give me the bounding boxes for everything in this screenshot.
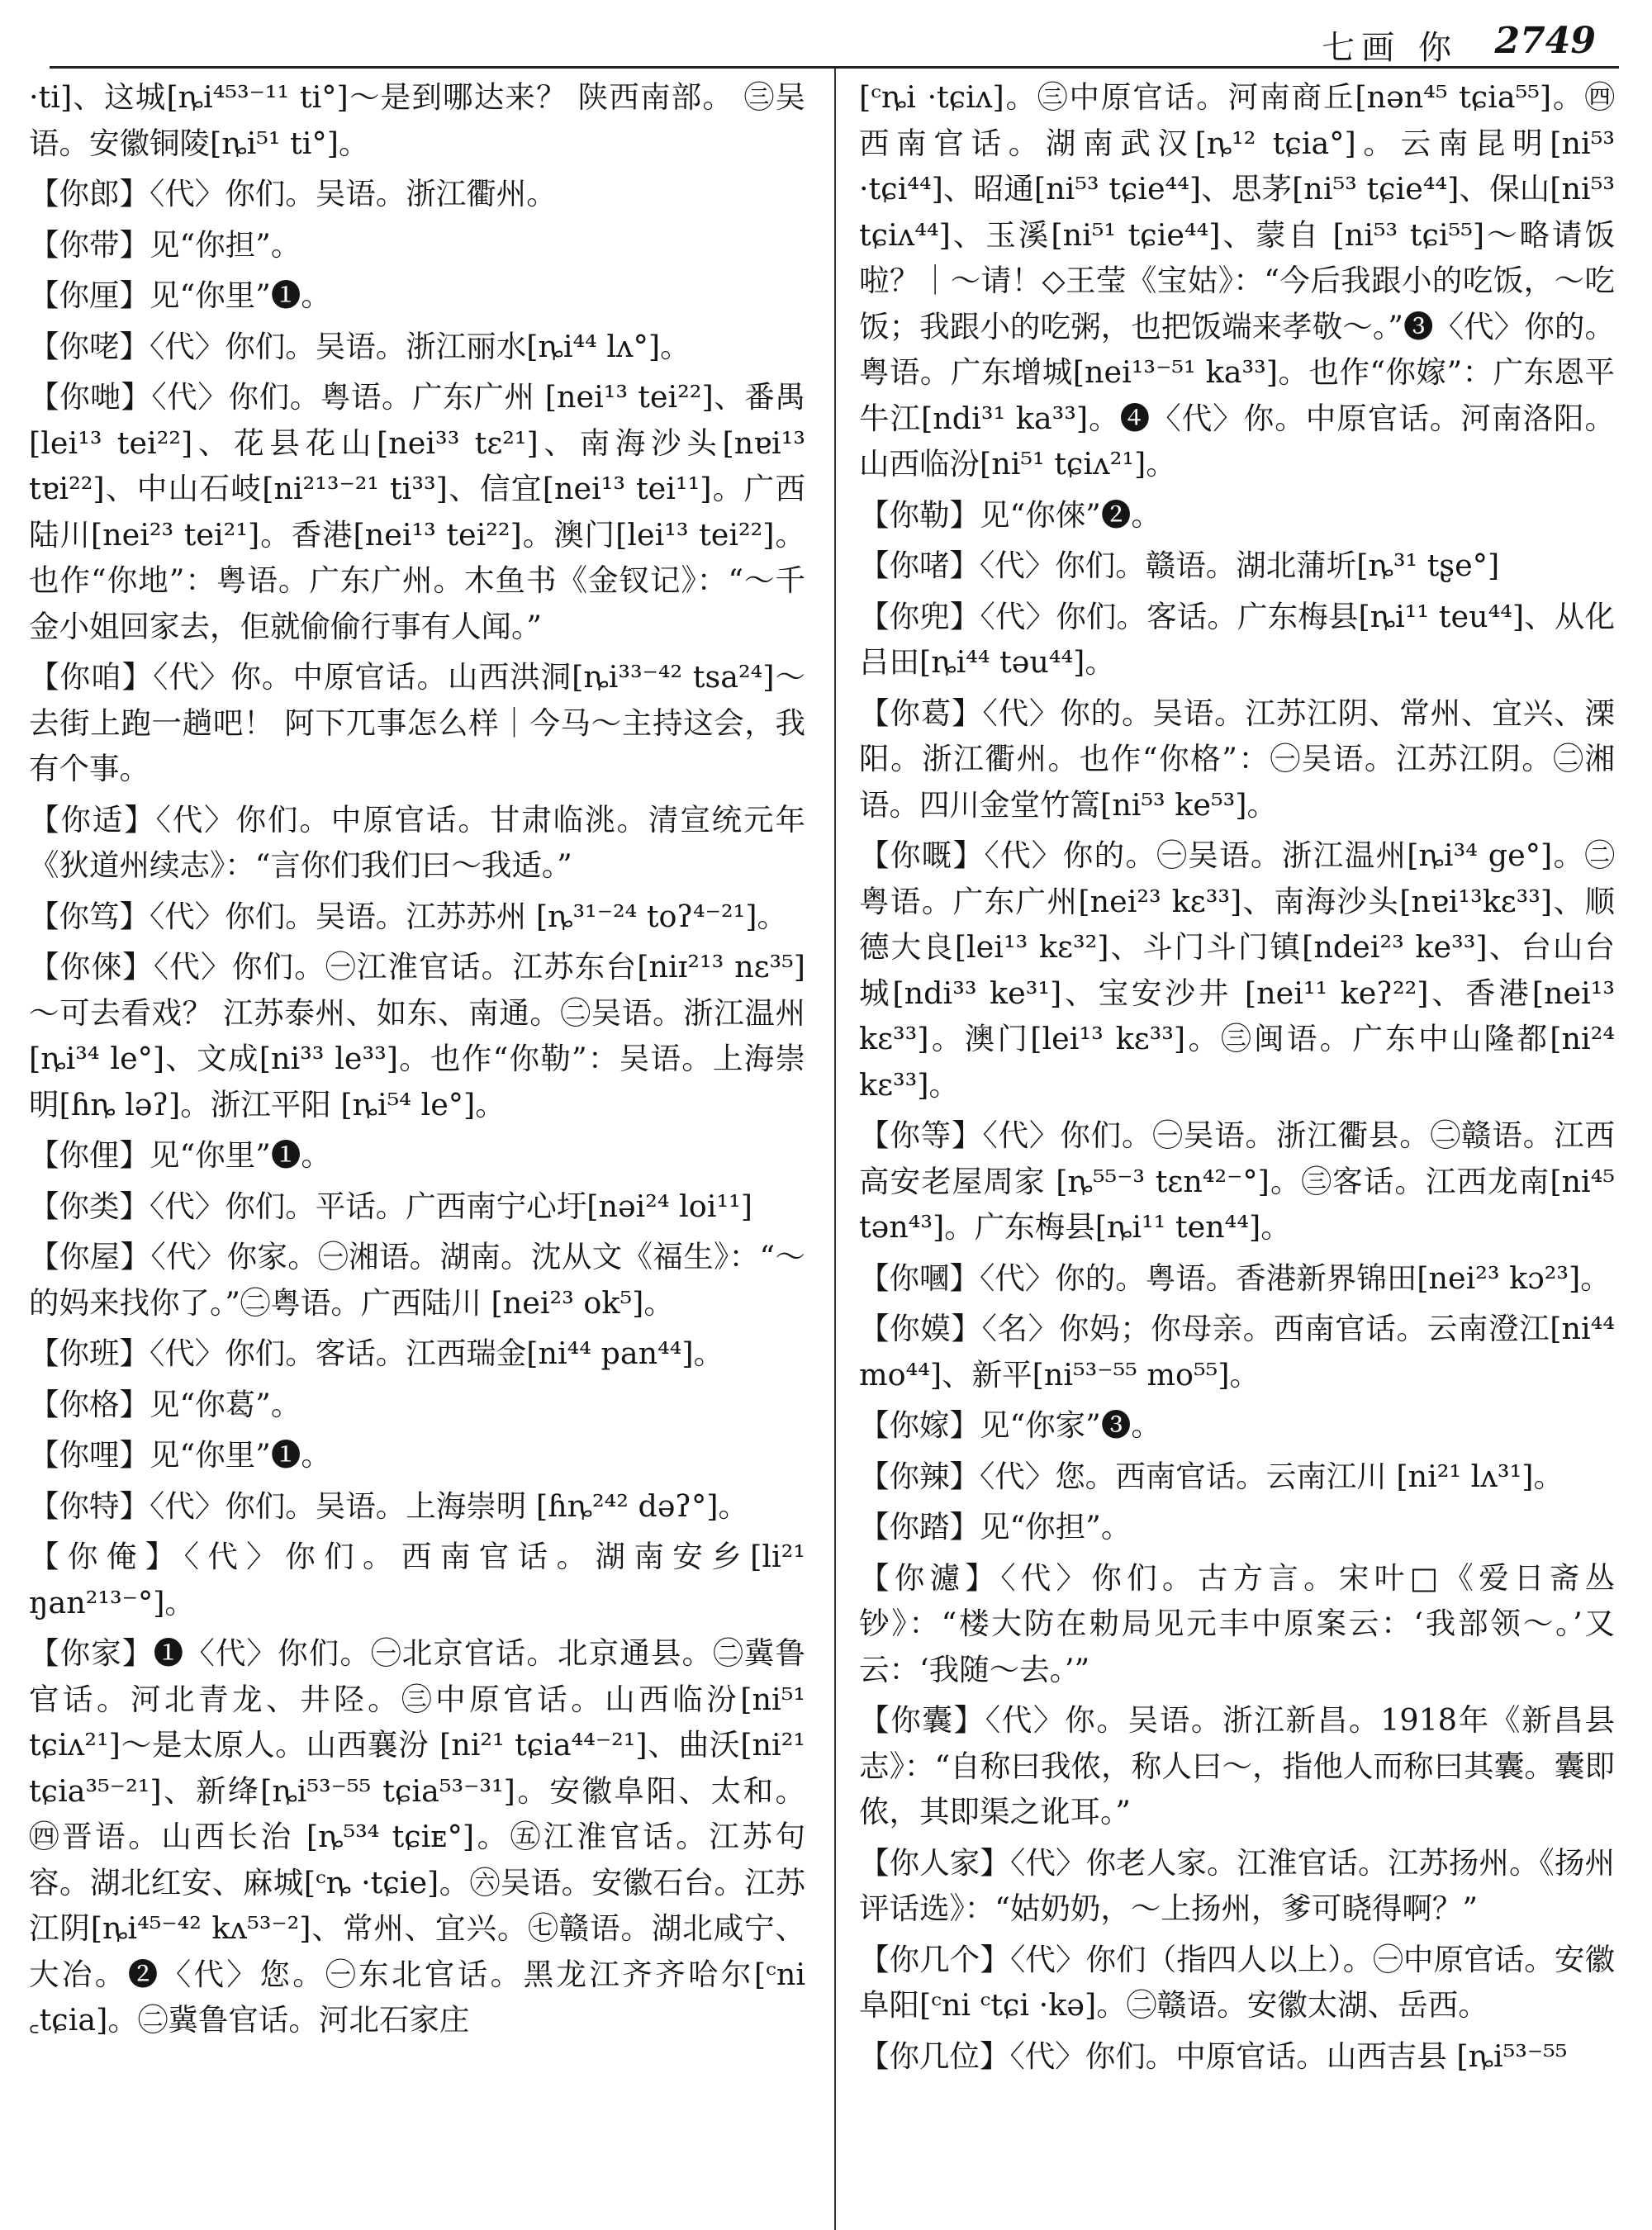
- dictionary-entry: 【你适】〈代〉你们。中原官话。甘肃临洮。清宣统元年《狄道州续志》：“言你们我们曰～我适。”: [29, 801, 805, 883]
- dictionary-entry: 【你嫁】见“你家”❸。: [859, 1407, 1161, 1443]
- dictionary-entry: 【你勒】见“你倈”❷。: [859, 496, 1161, 533]
- left-column: [29, 74, 805, 2213]
- dictionary-entry: 【你咱】〈代〉你。中原官话。山西洪洞[ȵi³³⁻⁴² tsa²⁴]～去街上跑一趟吧！ 阿下兀事怎么样｜今马～主持这会，我有个事。: [29, 659, 805, 786]
- dictionary-entry: 【你几位】〈代〉你们。中原官话。山西吉县 [ȵi⁵³⁻⁵⁵: [859, 2038, 1568, 2074]
- dictionary-entry: 【你辣】〈代〉您。西南官话。云南江川 [ni²¹ lʌ³¹]。: [859, 1458, 1564, 1494]
- dictionary-entry: 【你几个】〈代〉你们（指四人以上）。㊀中原官话。安徽阜阳[ᶜni ᶜtɕi ·kə]。㊁赣语。安徽太湖、岳西。: [859, 1941, 1615, 2023]
- dictionary-entry: 【你哩】见“你里”❶。: [29, 1437, 331, 1473]
- dictionary-entry: 【你等】〈代〉你们。㊀吴语。浙江衢县。㊁赣语。江西高安老屋周家 [ȵ⁵⁵⁻³ tɛn⁴²⁻°]。㊂客话。江西龙南[ni⁴⁵ tən⁴³]。广东梅县[ȵi¹¹ ten⁴⁴]。: [859, 1117, 1615, 1245]
- dictionary-entry: 【你踏】见“你担”。: [859, 1509, 1132, 1544]
- dictionary-entry: 【你厘】见“你里”❶。: [29, 278, 331, 313]
- dictionary-entry: 【你啫】〈代〉你们。赣语。湖北蒲圻[ȵ³¹ tʂe°]: [859, 548, 1500, 583]
- dictionary-entry: 【你葛】〈代〉你的。吴语。江苏江阴、常州、宜兴、溧阳。浙江衢州。也作“你格”：㊀吴语。江苏江阴。㊁湘语。四川金堂竹篙[ni⁵³ ke⁵³]。: [859, 695, 1615, 823]
- dictionary-entry: 【你特】〈代〉你们。吴语。上海崇明 [ɦȵ²⁴² dəʔ°]。: [29, 1487, 748, 1524]
- dictionary-entry: 【你嘓】〈代〉你的。粤语。香港新界锦田[nei²³ kɔ²³]。: [859, 1260, 1611, 1296]
- dictionary-entry: 【你咾】〈代〉你们。吴语。浙江丽水[ȵi⁴⁴ lʌ°]。: [29, 328, 691, 364]
- dictionary-entry: 【你屋】〈代〉你家。㊀湘语。湖南。沈从文《福生》：“～的妈来找你了。”㊁粤语。广西陆川 [nei²³ ok⁵]。: [29, 1239, 805, 1321]
- dictionary-entry: [ᶜȵi ·tɕiʌ]。㊂中原官话。河南商丘[nən⁴⁵ tɕia⁵⁵]。㊃西南官话。湖南武汉[ȵ¹² tɕia°]。云南昆明[ni⁵³ ·tɕi⁴⁴]、昭通[ni⁵³ tɕie⁴⁴]、思茅[ni⁵³ tɕie⁴⁴]、保山[ni⁵³ tɕiʌ⁴⁴]、玉溪[ni⁵¹ tɕie⁴⁴]、蒙自 [ni⁵³ tɕi⁵⁵]～略请饭啦？｜～请！◇王莹《宝姑》：“今后我跟小的吃饭，～吃饭；我跟小的吃粥，也把饭端来孝敬～。”❸〈代〉你的。粤语。广东增城[nei¹³⁻⁵¹ ka³³]。也作“你嫁”：广东恩平牛江[ndi³¹ ka³³]。❹〈代〉你。中原官话。河南洛阳。山西临汾[ni⁵¹ tɕiʌ²¹]。: [859, 79, 1615, 482]
- dictionary-entry: 【你兜】〈代〉你们。客话。广东梅县[ȵi¹¹ teu⁴⁴]、从化吕田[ȵi⁴⁴ təu⁴⁴]。: [859, 598, 1615, 680]
- column-divider: [834, 68, 836, 2230]
- right-column: [859, 74, 1615, 2213]
- dictionary-entry: 【你嘅】〈代〉你的。㊀吴语。浙江温州[ȵi³⁴ ge°]。㊁粤语。广东广州[nei²³ kɛ³³]、南海沙头[nɐi¹³kɛ³³]、顺德大良[lei¹³ kɛ³²]、斗门斗门镇[ndei²³ ke³³]、台山台城[ndi³³ ke³¹]、宝安沙井 [nei¹¹ keʔ²²]、香港[nei¹³ kɛ³³]。澳门[lei¹³ kɛ³³]。㊂闽语。广东中山隆都[ni²⁴ kɛ³³]。: [859, 837, 1615, 1103]
- dictionary-entry: 【你带】见“你担”。: [29, 226, 301, 263]
- page-number: 2749: [1494, 20, 1596, 62]
- dictionary-entry: 【你格】见“你葛”。: [29, 1386, 301, 1422]
- dictionary-entry: 【你倈】〈代〉你们。㊀江淮官话。江苏东台[niɪ²¹³ nɛ³⁵]～可去看戏？ 江苏泰州、如东、南通。㊁吴语。浙江温州[ȵi³⁴ le°]、文成[ni³³ le³³]。也作“你勒”：吴语。上海崇明[ɦȵ ləʔ]。浙江平阳 [ȵi⁵⁴ le°]。: [29, 949, 805, 1122]
- dictionary-entry: 【你家】❶〈代〉你们。㊀北京官话。北京通县。㊁冀鲁官话。河北青龙、井陉。㊂中原官话。山西临汾[ni⁵¹ tɕiʌ²¹]～是太原人。山西襄汾 [ni²¹ tɕia⁴⁴⁻²¹]、曲沃[ni²¹ tɕia³⁵⁻²¹]、新绛[ȵi⁵³⁻⁵⁵ tɕia⁵³⁻³¹]。安徽阜阳、太和。㊃晋语。山西长治 [ȵ⁵³⁴ tɕiᴇ°]。㊄江淮官话。江苏句容。湖北红安、麻城[ᶜȵ ·tɕie]。㊅吴语。安徽石台。江苏江阴[ȵi⁴⁵⁻⁴² kʌ⁵³⁻²]、常州、宜兴。㊆赣语。湖北咸宁、大冶。❷〈代〉您。㊀东北官话。黑龙江齐齐哈尔[ᶜni ꜀tɕia]。㊁冀鲁官话。河北石家庄: [29, 1635, 805, 2038]
- dictionary-entry: 【你班】〈代〉你们。客话。江西瑞金[ni⁴⁴ pan⁴⁴]。: [29, 1336, 724, 1371]
- dictionary-entry: 【你嫫】〈名〉你妈；你母亲。西南官话。云南澄江[ni⁴⁴ mo⁴⁴]、新平[ni⁵³⁻⁵⁵ mo⁵⁵]。: [859, 1311, 1615, 1393]
- dictionary-entry: 【你囊】〈代〉你。吴语。浙江新昌。1918年《新昌县志》：“自称曰我侬，称人曰～，指他人而称曰其囊。囊即侬，其即渠之讹耳。”: [859, 1702, 1615, 1829]
- dictionary-entry: ·ti]、这城[ȵi⁴⁵³⁻¹¹ ti°]～是到哪达来？ 陕西南部。 ㊂吴语。安徽铜陵[ȵi⁵¹ ti°]。: [29, 79, 805, 161]
- dictionary-entry: 【你俺】〈代〉你们。西南官话。湖南安乡[li²¹ ŋan²¹³⁻°]。: [29, 1539, 805, 1620]
- running-title: 七画 你: [1322, 29, 1458, 67]
- dictionary-entry: 【你郎】〈代〉你们。吴语。浙江衢州。: [29, 176, 557, 211]
- dictionary-entry: 【你俚】见“你里”❶。: [29, 1137, 331, 1173]
- dictionary-entry: 【你人家】〈代〉你老人家。江淮官话。江苏扬州。《扬州评话选》：“姑奶奶，～上扬州，爹可晓得啊？”: [859, 1844, 1615, 1926]
- dictionary-entry: 【你笃】〈代〉你们。吴语。江苏苏州 [ȵ³¹⁻²⁴ toʔ⁴⁻²¹]。: [29, 898, 787, 934]
- page-header: [0, 0, 1652, 66]
- dictionary-entry: 【你濾】〈代〉你们。古方言。宋叶□《爱日斋丛钞》：“楼大防在勅局见元丰中原案云：‘我部领～。’又云：‘我随～去。’”: [859, 1559, 1615, 1687]
- dictionary-entry: 【你哋】〈代〉你们。粤语。广东广州 [nei¹³ tei²²]、番禺[lei¹³ tei²²]、花县花山[nei³³ tɛ²¹]、南海沙头[nɐi¹³ tɐi²²]、中山石岐[ni²¹³⁻²¹ ti³³]、信宜[nei¹³ tei¹¹]。广西陆川[nei²³ tei²¹]。香港[nei¹³ tei²²]。澳门[lei¹³ tei²²]。也作“你地”：粤语。广东广州。木鱼书《金钗记》：“～千金小姐回家去，佢就偷偷行事有人闻。”: [29, 379, 805, 644]
- dictionary-entry: 【你类】〈代〉你们。平话。广西南宁心圩[nəi²⁴ loi¹¹]: [29, 1188, 752, 1224]
